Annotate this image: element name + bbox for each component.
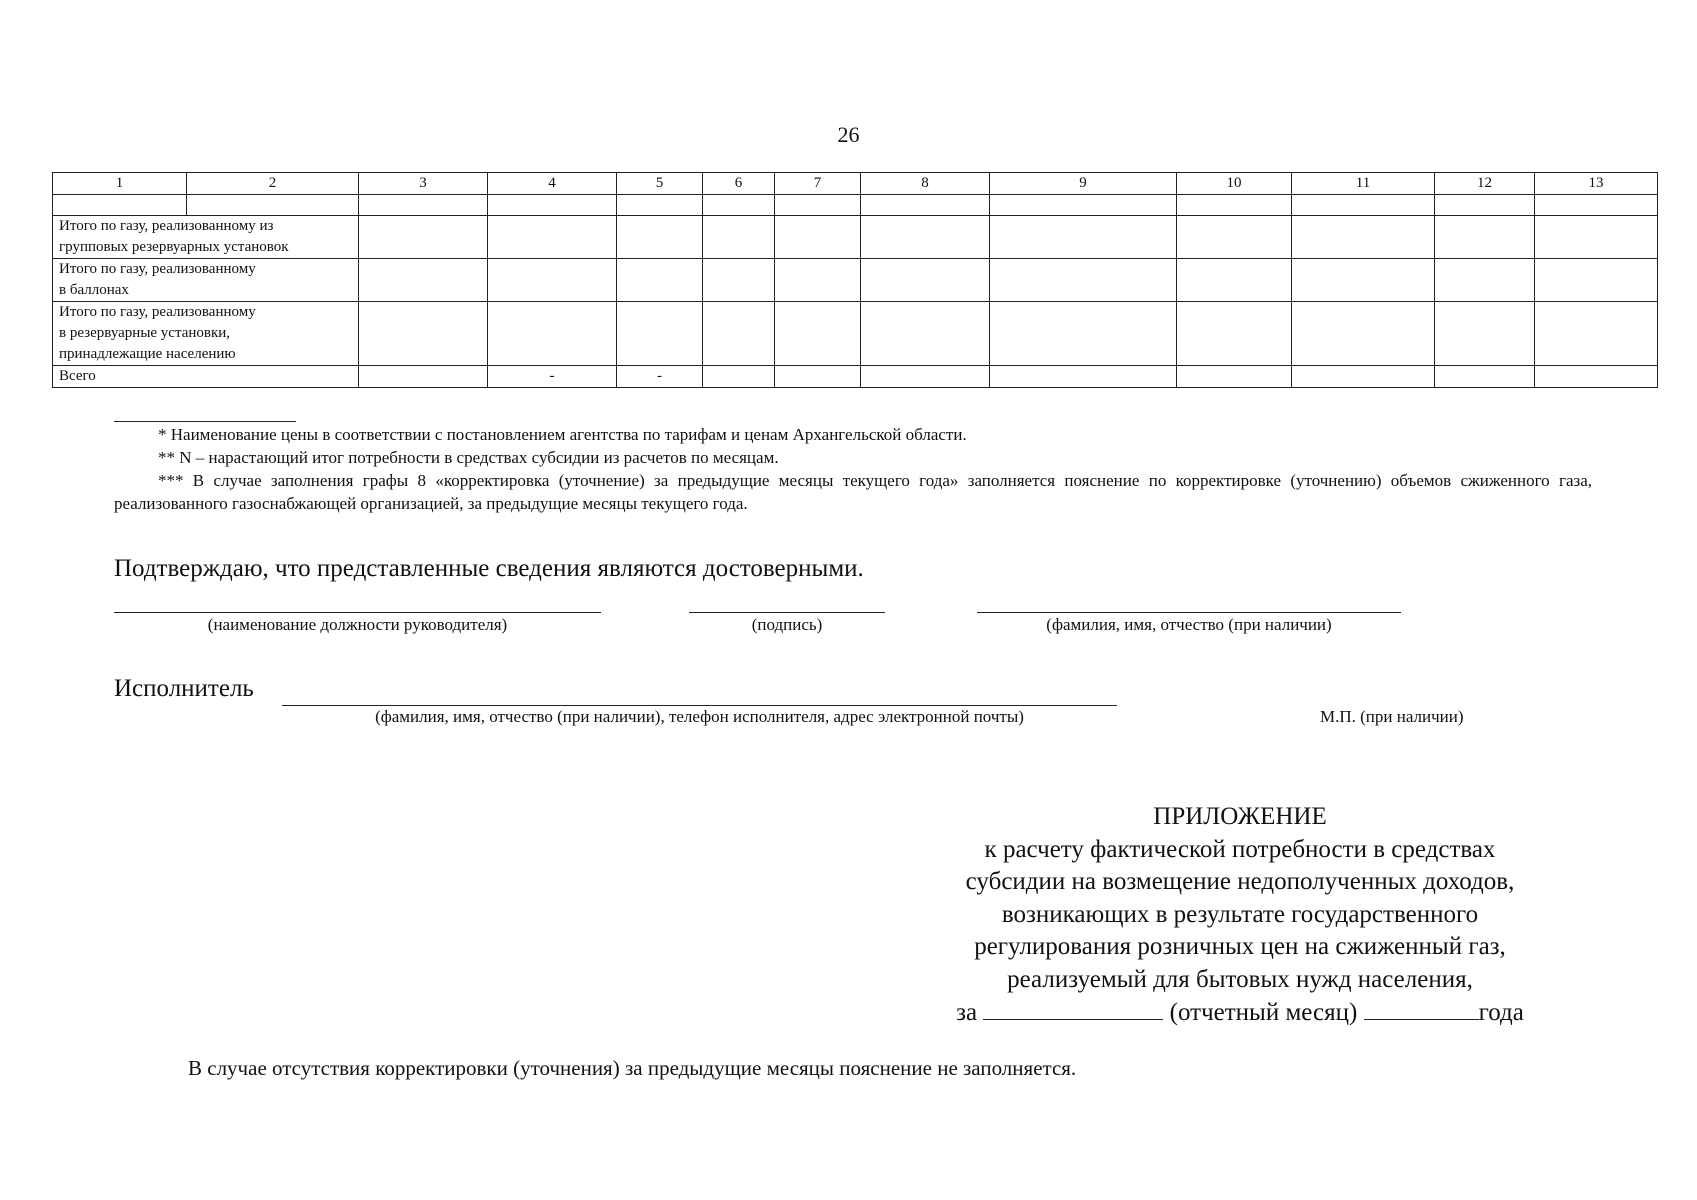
footnote: ** N – нарастающий итог потребности в средствах субсидии из расчетов по месяцам.	[158, 448, 779, 467]
table-cell	[990, 216, 1177, 259]
table-cell	[1535, 366, 1658, 388]
table-cell	[1535, 216, 1658, 259]
table-cell	[861, 259, 990, 302]
table-cell	[861, 302, 990, 366]
appendix-line: возникающих в результате государственного	[1001, 900, 1479, 928]
table-cell	[488, 302, 617, 366]
table-cell	[703, 302, 775, 366]
table-row-total	[53, 366, 1658, 388]
position-signature-line	[114, 612, 601, 613]
table-cell	[359, 216, 488, 259]
row-label: Всего	[53, 366, 359, 388]
appendix-block	[940, 801, 1540, 1030]
appendix-period-line	[940, 996, 1540, 1030]
table-cell	[990, 195, 1177, 216]
table-cell	[703, 366, 775, 388]
table-cell	[488, 216, 617, 259]
table-cell	[1177, 259, 1292, 302]
summary-table	[52, 172, 1658, 388]
table-cell	[1292, 366, 1435, 388]
table-cell: -	[488, 366, 617, 388]
table-cell	[488, 195, 617, 216]
table-cell	[617, 216, 703, 259]
table-cell	[1292, 195, 1435, 216]
table-cell	[703, 195, 775, 216]
table-row	[53, 259, 1658, 302]
table-cell	[861, 366, 990, 388]
appendix-line: регулирования розничных цен на сжиженный газ,	[974, 933, 1506, 960]
period-middle: (отчетный месяц)	[1169, 999, 1358, 1026]
table-cell	[990, 366, 1177, 388]
month-blank-line	[983, 996, 1163, 1020]
page-number: 26	[837, 122, 860, 147]
table-cell	[775, 302, 861, 366]
period-prefix: за	[956, 999, 978, 1026]
footnote: *** В случае заполнения графы 8 «корректировка (уточнение) за предыдущие месяцы текущего года» заполняется пояснение по корректировке (уточнению) объемов сжиженного газа, реализованного газоснабжающей организацией, за предыдущие месяцы текущего года.	[114, 471, 1592, 513]
column-number: 6	[703, 173, 775, 195]
table-cell	[775, 259, 861, 302]
table-cell: -	[617, 366, 703, 388]
table-cell	[53, 195, 187, 216]
table-cell	[1177, 216, 1292, 259]
column-number: 5	[617, 173, 703, 195]
table-cell	[775, 195, 861, 216]
period-suffix: года	[1478, 999, 1524, 1026]
table-cell	[617, 302, 703, 366]
confirmation-statement: Подтверждаю, что представленные сведения являются достоверными.	[114, 555, 864, 582]
table-row	[53, 216, 1658, 259]
table-cell	[1435, 216, 1535, 259]
executor-label: Исполнитель	[114, 675, 254, 702]
table-cell	[359, 195, 488, 216]
table-cell	[703, 259, 775, 302]
table-cell	[1292, 259, 1435, 302]
table-cell	[1177, 195, 1292, 216]
column-number: 7	[775, 173, 861, 195]
table-row	[53, 302, 1658, 366]
row-label: Итого по газу, реализованному из групповых резервуарных установок	[53, 216, 359, 259]
name-signature-line	[977, 612, 1401, 613]
table-cell	[1535, 259, 1658, 302]
appendix-line: субсидии на возмещение недополученных доходов,	[965, 868, 1515, 895]
table-cell	[488, 259, 617, 302]
table-cell	[775, 216, 861, 259]
table-cell	[1435, 366, 1535, 388]
footnote: * Наименование цены в соответствии с постановлением агентства по тарифам и ценам Архангельской области.	[158, 425, 967, 444]
column-number: 1	[53, 173, 187, 195]
table-row-empty	[53, 195, 1658, 216]
column-number: 9	[990, 173, 1177, 195]
table-cell	[1435, 259, 1535, 302]
table-cell	[775, 366, 861, 388]
signature-line	[689, 612, 885, 613]
column-number: 13	[1535, 173, 1658, 195]
table-cell	[359, 259, 488, 302]
table-cell	[703, 216, 775, 259]
column-number: 8	[861, 173, 990, 195]
year-blank-line	[1364, 996, 1479, 1020]
column-number: 2	[187, 173, 359, 195]
column-number: 11	[1292, 173, 1435, 195]
executor-caption: (фамилия, имя, отчество (при наличии), телефон исполнителя, адрес электронной почты)	[375, 707, 1024, 726]
table-cell	[187, 195, 359, 216]
table-header-row	[53, 173, 1658, 195]
footnote-divider	[114, 421, 296, 422]
table-cell	[1435, 195, 1535, 216]
table-cell	[1292, 216, 1435, 259]
table-cell	[1177, 366, 1292, 388]
table-cell	[1177, 302, 1292, 366]
appendix-line: реализуемый для бытовых нужд населения,	[1007, 965, 1473, 993]
table-cell	[1535, 302, 1658, 366]
table-cell	[359, 302, 488, 366]
signature-caption: (подпись)	[751, 615, 823, 634]
table-cell	[990, 302, 1177, 366]
table-cell	[1535, 195, 1658, 216]
stamp-caption: М.П. (при наличии)	[1320, 707, 1464, 726]
column-number: 4	[488, 173, 617, 195]
footnotes	[114, 423, 1592, 515]
table-cell	[1292, 302, 1435, 366]
table-cell	[617, 195, 703, 216]
appendix-line: к расчету фактической потребности в средствах	[984, 835, 1496, 863]
row-label: Итого по газу, реализованному в резервуарные установки, принадлежащие населению	[53, 302, 359, 366]
appendix-title: ПРИЛОЖЕНИЕ	[1153, 803, 1327, 830]
column-number: 3	[359, 173, 488, 195]
position-caption: (наименование должности руководителя)	[207, 615, 508, 634]
table-cell	[1435, 302, 1535, 366]
name-caption: (фамилия, имя, отчество (при наличии)	[1046, 615, 1332, 634]
table-cell	[990, 259, 1177, 302]
column-number: 12	[1435, 173, 1535, 195]
table-cell	[617, 259, 703, 302]
column-number: 10	[1177, 173, 1292, 195]
table-cell	[861, 195, 990, 216]
table-cell	[359, 366, 488, 388]
bottom-note: В случае отсутствия корректировки (уточнения) за предыдущие месяцы пояснение не заполняется.	[188, 1056, 1077, 1080]
row-label: Итого по газу, реализованному в баллонах	[53, 259, 359, 302]
table-cell	[861, 216, 990, 259]
